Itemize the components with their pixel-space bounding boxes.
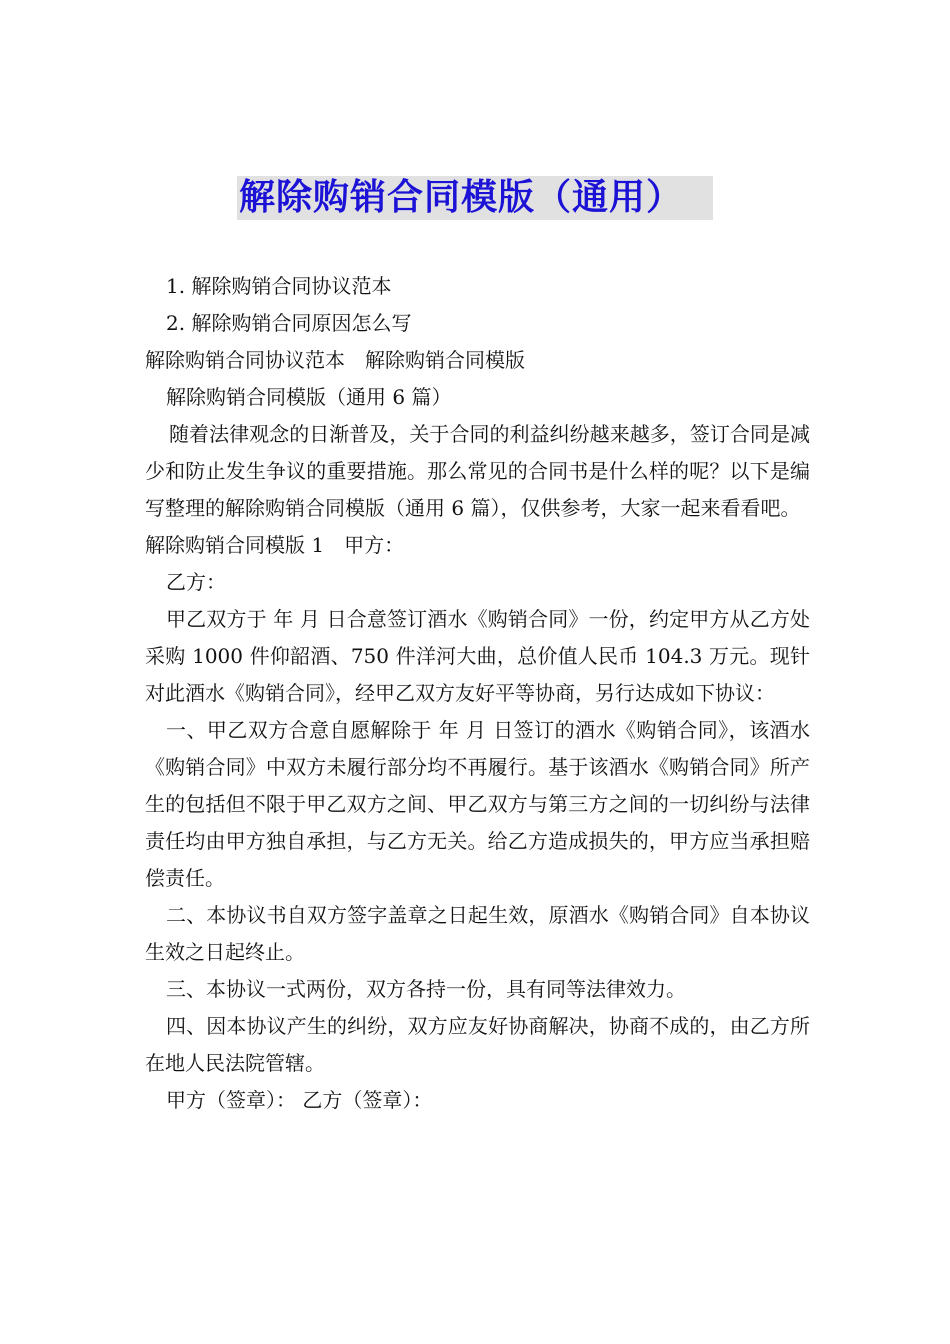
document-body [145,268,810,1119]
clause-1: 一、甲乙双方合意自愿解除于 年 月 日签订的酒水《购销合同》，该酒水《购销合同》中双方未履行部分均不再履行。基于该酒水《购销合同》所产生的包括但不限于甲乙双方之间、甲乙双方与第三方之间的一切纠纷与法律责任均由甲方独自承担，与乙方无关。给乙方造成损失的，甲方应当承担赔偿责任。 [145,718,810,890]
clause-4: 四、因本协议产生的纠纷，双方应友好协商解决，协商不成的，由乙方所在地人民法院管辖。 [145,1014,810,1075]
heading-line-left: 解除购销合同协议范本 [145,348,345,372]
heading-line [145,342,810,379]
title-block [0,176,950,220]
section1-heading-line [145,527,810,564]
agreement-paragraph: 甲乙双方于 年 月 日合意签订酒水《购销合同》一份，约定甲方从乙方处采购 1000 件仰韶酒、750 件洋河大曲，总价值人民币 104.3 万元。现针对此酒水《购销合同》，经甲乙双方友好平等协商，另行达成如下协议： [145,607,810,705]
section1-heading: 解除购销合同模版 1 [145,533,325,557]
toc-item-1: 1. 解除购销合同协议范本 [166,274,392,298]
toc-item-2: 2. 解除购销合同原因怎么写 [166,311,412,335]
party-a-label: 甲方： [344,533,405,557]
intro-paragraph: 随着法律观念的日渐普及，关于合同的利益纠纷越来越多，签订合同是减少和防止发生争议的重要措施。那么常见的合同书是什么样的呢？以下是编写整理的解除购销合同模版（通用 6 篇），仅供参考，大家一起来看看吧。 [145,422,810,520]
heading-line-right: 解除购销合同模版 [365,348,525,372]
clause-3: 三、本协议一式两份，双方各持一份，具有同等法律效力。 [166,977,686,1001]
clause-2: 二、本协议书自双方签字盖章之日起生效，原酒水《购销合同》自本协议生效之日起终止。 [145,903,810,964]
document-title: 解除购销合同模版（通用） [237,176,713,220]
signature-line: 甲方（签章）： 乙方（签章）： [166,1088,433,1112]
subtitle: 解除购销合同模版（通用 6 篇） [166,385,452,409]
party-b-label: 乙方： [166,570,226,594]
